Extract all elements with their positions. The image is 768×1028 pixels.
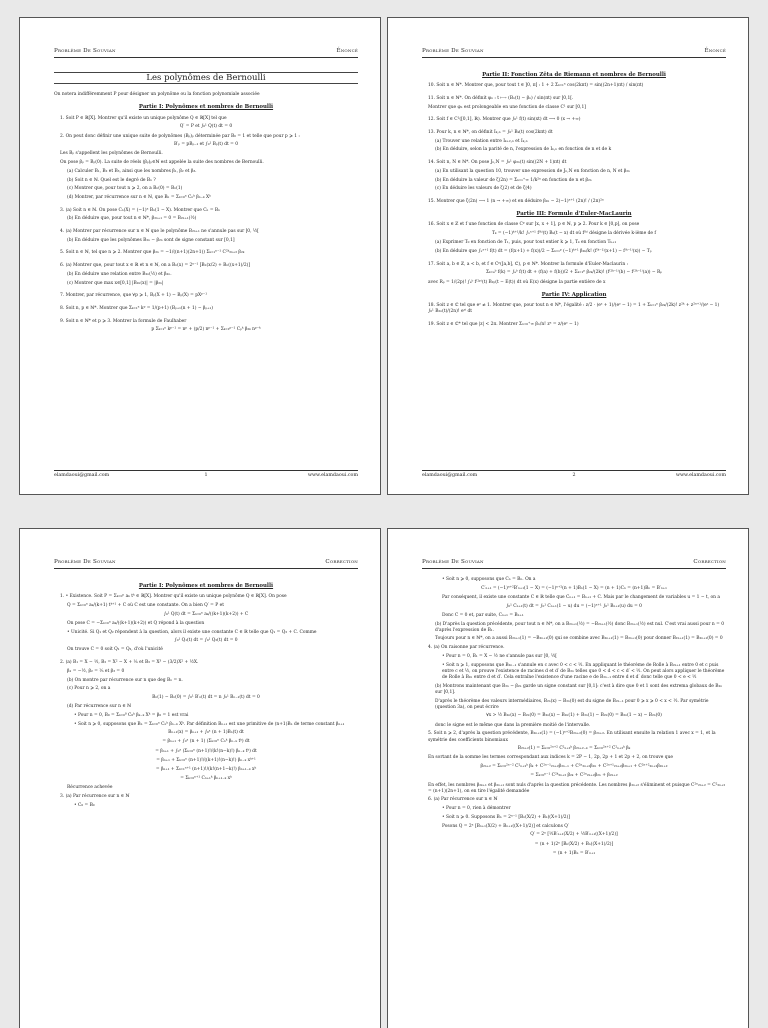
equation: ∫₀¹ Q(t) dt = Σₖ₌₀ⁿ aₖ/((k+1)(k+2)) + C [163,611,249,617]
section-heading: Partie II: Fonction Zêta de Riemann et nombres de Bernoulli [482,72,666,78]
section-heading: Partie IV: Application [541,291,607,298]
equation: Bₙ₊₁(x) = βₙ₊₁ + ∫₀ˣ (n + 1)Bₙ(t) dt [168,730,244,736]
equation: ∫₀¹ Cₙ₊₁(t) dt = ∫₀¹ Cₙ₊₁(1 − u) du = (−1)ⁿ⁺¹ ∫₀¹ Bₙ₊₁(u) du = 0 [506,603,642,609]
section-heading: Partie I: Polynômes et nombres de Bernoulli [138,104,274,111]
sub-question: (a) Exprimer T₀ en fonction de T₁, puis, pour tout entier k ⩾ 1, Tₖ en fonction Tₖ₊₁ [435,240,617,246]
header-right: Correction [693,559,726,565]
header-rule [54,57,358,58]
equation: Tₖ = (−1)ᵏ⁺¹/k! ∫ₓˣ⁺¹ f⁽ᵏ⁾(t) Bₖ(t − x) dt où f⁽ᵏ⁾ désigne la dérivée k-ième de f [491,231,657,237]
question-2: 2. On peut donc définir une unique suite de polynômes (Bₚ)ₚ déterminée par B₀ = 1 et telle que pour p ⩾ 1 : [60,133,300,139]
sub-question: (b) En déduire, selon la parité de n, l'expression de Iₖ,ₙ en fonction de n et de k [435,147,612,153]
paragraph: Montrer que φₙ est prolongeable en une fonction de classe C¹ sur [0,1] [428,104,586,110]
question-5: 5. Soit n ∈ ℕ, tel que n ⩾ 2. Montrer que β₂ₙ = −1/((n+1)(2n+1)) Σₖ₌₁ⁿ⁻¹ C²ᵏ₂ₙ₊₂ β₂ₖ [60,250,245,256]
paragraph: Les Bₚ s'appellent les polynômes de Bernoulli. [60,151,163,157]
header-right: Correction [325,559,358,565]
sub-question: (c) En déduire les valeurs de ζ(2) et de ζ(4) [435,186,532,192]
question-14: 14. Soit n, N ∈ ℕ*. On pose Jₙ,N = ∫₀¹ φ₂ₙ(t) sin((2N + 1)πt) dt [428,160,567,166]
equation: Bₙ(1) − Bₙ(0) = ∫₀¹ B′ₙ(t) dt = n ∫₀¹ Bₙ₋₁(t) dt = 0 [152,694,260,700]
paragraph: D'après le théorème des valeurs intermédiaires, B₂ₙ(x) − B₂ₙ(0) est du signe de B₂ₙ₋₁ pour 0 ⩾ x ⩾ 0 < x < ½. Par symétrie (question 3a), on peut écrire [435,698,709,710]
paragraph: Toujours pour n ∈ ℕ*, on a aussi B₂ₙ₊₁(1) = −B₂ₙ₊₁(0) qui se combine avec B₂ₙ₊₁(1) = B₂ₙ₊₁(0) pour donner B₂ₙ₊₁(1) = B₂ₙ₊₁(0) = 0 [435,636,723,642]
question-15: 15. Montrer que ζ(2n) ⟶ 1 (n → +∞) et en déduire β₂ₙ ∼ 2(−1)ⁿ⁺¹ (2n)! / (2π)²ⁿ [428,198,604,204]
sub-question: (c) Montrer que, pour tout n ⩾ 2, on a Bₙ(0) = Bₙ(1) [67,186,183,192]
equation: Q′ = 2ⁿ [½B′ₙ₊₁(X/2) + ½B′ₙ₊₁((X+1)/2)] [530,832,618,838]
footer-rule [422,470,726,471]
sub-question: (a) Trouver une relation entre Iₖ₊₂,ₙ et Iₖ,ₙ [435,138,528,144]
paragraph: • Unicité. Si Q₁ et Q₂ répondent à la question, alors il existe une constante C ∈ ℝ telle que Q₁ = Q₂ + C. Comme [67,629,317,635]
paragraph: • Pour n = 0, B₁ = X − ½ ne s'annule pas sur ]0, ½[ [442,653,558,659]
paragraph: (c) Pour n ⩾ 2, on a [67,686,111,692]
paragraph: En sortant de la somme les termes correspondant aux indices k = 2P − 1, 2p, 2p + 1 et 2p + 2, on trouve que [428,755,673,761]
answer-4: 4. (a) On raisonne par récurrence. [428,645,505,651]
paragraph: Par conséquent, il existe une constante C ∈ ℝ telle que Cₙ₊₁ = Bₙ₊₁ + C. Mais par le changement de variables u = 1 − t, on a [442,594,720,600]
equation: ∫₀¹ Q₁(t) dt = ∫₀¹ Q₂(t) dt = 0 [174,638,238,644]
header-left: Problème De Souvian [54,559,116,565]
header-left: Problème De Souvian [54,48,116,54]
sub-question: (a) En utilisant la question 10, trouver une expression de Jₙ,N en fonction de n, N et β₂ₙ [435,168,630,174]
paragraph: • Pour n = 0, rien à démontrer [442,806,511,812]
footer-rule [54,470,358,471]
answer-1: 1. • Existence. Soit P = Σₖ₌₀ⁿ aₖ tᵏ ∈ ℝ[X]. Montrer qu'il existe un unique polynôme Q ∈ ℝ[X]. On pose [60,594,287,600]
page-body [54,66,358,337]
question-11: 11. Soit n ∈ ℕ*. On définit φₙ : t ⟼ (Bₙ(t) − βₙ) / sin(πt) sur ]0,1[. [428,95,574,101]
paragraph: On pose C = −Σₖ₌₀ⁿ aₖ/((k+1)(k+2)) et Q répond à la question [67,620,205,626]
question-9: 9. Soit n ∈ ℕ* et p ⩾ 3. Montrer la formule de Faulhaber [60,318,187,324]
paragraph: Posons Q = 2ⁿ [Bₙ₊₁(X/2) + Bₙ₊₁((X+1)/2)] et calculons Q′ [442,823,569,829]
intro-text: On notera indifféremment P pour désigner un polynôme ou la fonction polynomiale associée [54,92,260,98]
paragraph: On pose βₚ = Bₚ(0). La suite de réels (βₚ)ₚ∈ℕ est appelée la suite des nombres de Bernoulli. [60,160,264,166]
question-16: 16. Soit x ∈ ℤ et f une fonction de classe Cᵖ sur [x, x + 1], p ∈ ℕ, p ⩾ 2. Pour k ∈ [0,p], on pose [428,222,640,228]
paragraph: (b) On montre par récurrence sur n que deg Bₙ = n. [67,677,183,683]
page-header [54,48,358,58]
paragraph: (b) D'après la question précédente, pour tout n ∈ ℕ*, on a B₂ₙ₊₁(½) = −B₂ₙ₊₁(½) donc B₂ₙ₊₁(½) est nul. C'est vrai aussi pour n = 0 d'après l'expression de B₁. [435,621,725,633]
equation: β₂ₙ₊₂ = Σₖ₌₀²ⁿ⁻² C²ₙ₊₂ᵏ βₖ + C²ⁿ⁻¹₂ₙ₊₂β₂ₙ₋₁ + C²ⁿ₂ₙ₊₂β₂ₙ + C²ⁿ⁺¹₂ₙ₊₂β₂ₙ₊₁ + C²ⁿ⁺²₂ₙ₊₂β₂ₙ₊₂ [480,764,668,770]
page-2 [387,17,749,495]
document-title: Les polynômes de Bernoulli [54,72,358,84]
paragraph: avec Rₚ = 1/(2p)! ∫ₐᵇ f⁽²ᵖ⁾(t) B₂ₚ(t − E(t)) dt où E(x) désigne la partie entière de x [428,279,606,285]
paragraph: On trouve C = 0 soit Q₁ = Q₂, d'où l'unicité [67,647,163,653]
page-header [422,48,726,58]
header-rule [422,568,726,569]
equation: = Σₖ₌₀ⁿ⁻¹ C²ᵏ₂ₙ₊₂ β₂ₖ + C²ⁿ₂ₙ₊₂β₂ₙ + β₂ₙ₊₂ [530,773,618,779]
equation: = (n + 1)Bₙ = B′ₙ₊₁ [552,850,596,856]
page-footer [54,470,358,480]
paragraph: (b) Montrons maintenant que B₂ₙ − β₂ₙ garde un signe constant sur [0,1]: c'est à dire que 0 et 1 sont des extrema globaux de B₂ₙ sur [0,1]. [435,683,723,695]
question-17: 17. Soit a, b ∈ ℤ, a < b, et f ∈ Cᵖ([a,b], ℂ), p ∈ ℕ*. Montrer la formule d'Euler-Maclaurin : [428,261,629,267]
paragraph: • C₀ = B₀ [74,802,95,808]
sub-question: (b) En déduire la valeur de ζ(2n) = Σₖ₌₁⁺∞ 1/k²ⁿ en fonction de n et β₂ₙ [435,177,592,183]
page-header [54,559,358,569]
answer-2: 2. (a) B₁ = X − ½, B₂ = X² − X + ⅙ et B₃ = X³ − (3/2)X² + ½X. [60,660,199,666]
paragraph: • Soit n ⩾ 0, supposons que Cₙ = Bₙ. On a [442,577,536,582]
paragraph: Donc C = 0 et, par suite, Cₙ₊₁ = Bₙ₊₁ [442,612,524,618]
equation: ∀x > ½ B₂ₙ(x) − B₂ₙ(0) = B₂ₙ(x) − B₂ₙ(1) + B₂ₙ(1) − B₂ₙ(0) = B₂ₙ(1 − x) − B₂ₙ(0) [486,713,662,719]
page-body [422,66,726,331]
question-18: 18. Soit z ∈ ℂ tel que eᶻ ≠ 1. Montrer que, pour tout n ∈ ℕ*, l'égalité : z/2 · (eᶻ + 1)/(eᶻ − 1) = 1 + Σₖ₌₁ⁿ β₂ₖ/(2k)! z²ᵏ + z²ⁿ⁺¹/(eᶻ − 1) ∫₀¹ B₂ₙ(t)/(2n)! eᶻᵗ dt [428,302,720,315]
footer-website: www.elamdaoui.com [307,473,358,478]
equation: B′ₚ = pBₚ₋₁ et ∫₀¹ Bₚ(t) dt = 0 [173,142,239,148]
equation: = βₙ₊₁ + ∫₀ˣ (Σₖ₌₀ⁿ (n+1)!/(k!(n−k)!) βₙ₋ₖ tᵏ) dt [155,748,257,754]
answer-6: 6. (a) Par récurrence sur n ∈ ℕ [428,797,498,803]
paragraph: β₁ = −½, β₂ = ⅙ et β₃ = 0 [67,668,125,674]
section-heading: Partie III: Formule d'Euler-MacLaurin [516,211,632,218]
paragraph: donc le signe est le même que dans la première moitié de l'intervalle. [435,722,591,728]
header-rule [422,57,726,58]
paragraph: • Soit n ⩾ 0. Supposons Bₙ = 2ⁿ⁻¹ [Bₙ(X/2) + Bₙ((X+1)/2)] [442,814,571,820]
equation: = Σₖ₌₀ⁿ⁺¹ Cₙ₊₁ᵏ βₙ₊₁₋ₖ xᵏ [180,776,232,782]
sub-question: (b) En déduire une relation entre B₂ₙ(½) et β₂ₙ. [67,271,172,277]
equation: = βₙ₊₁ + Σₖ₌₀ⁿ (n+1)!/((k+1)!(n−k)!) βₙ₋ₖ xᵏ⁺¹ [156,757,256,763]
equation: C′ₙ₊₁ = (−1)ⁿ⁺²B′ₙ₊₁(1 − X) = (−1)ⁿ⁺²(n + 1)Bₙ(1 − X) = (n + 1)Cₙ = (n+1)Bₙ = B′ₙ₊₁ [481,585,667,591]
sub-question: (b) Soit n ∈ ℕ. Quel est le degré de Bₙ ? [67,177,156,183]
equation: = (n + 1)2ⁿ [Bₙ(X/2) + Bₙ((X+1)/2)] [534,841,614,847]
question-10: 10. Soit n ∈ ℕ*. Montrer que, pour tout t ∈ ]0, π[ : 1 + 2 Σₖ₌₁ⁿ cos(2kπt) = sin((2n+1)πt) / sin(πt) [428,83,644,89]
section-heading: Partie I: Polynômes et nombres de Bernoulli [138,583,274,589]
equation: p Σₖ₌₁ⁿ kᵖ⁻¹ = nᵖ + (p/2) nᵖ⁻¹ + Σₖ₌₂ᵖ⁻¹ Cₚᵏ β₂ₖ nᵖ⁻ᵏ [151,327,261,333]
header-rule [54,568,358,569]
equation: = βₙ₊₁ + Σₖ₌₁ⁿ⁺¹ (n+1)!/(k!(n+1−k)!) βₙ₊₁₋ₖ xᵏ [155,767,257,773]
question-13: 13. Pour k, n ∈ ℕ*, on définit Iₖ,ₙ = ∫₀¹ Bₖ(t) cos(2kπt) dt [428,130,553,136]
question-12: 12. Soit f ∈ C¹([0,1], ℝ). Montrer que ∫₀¹ f(t) sin(xt) dt ⟶ 0 (x → +∞) [428,117,581,123]
footer-email: elamdaoui@gmail.com [422,473,478,478]
sub-question: (b) En déduire que, pour tout n ∈ ℕ*, β₂ₙ₊₁ = 0 = B₂ₙ₊₁(½) [67,216,197,222]
paragraph: (d) Par récurrence sur n ∈ ℕ [67,704,132,710]
question-1: 1. Soit P ∈ ℝ[X]. Montrer qu'il existe un unique polynôme Q ∈ ℝ[X] tel que [60,115,227,121]
sub-question: (a) Calculer B₁, B₂ et B₃, ainsi que les nombres β₁, β₂ et β₃. [67,168,197,174]
question-4: 4. (a) Montrer par récurrence sur n ∈ ℕ que le polynôme B₂ₙ₊₁ ne s'annule pas sur ]0, ½[ [60,229,259,235]
page-number: 2 [572,473,576,478]
page-1 [19,17,381,495]
page-4 [387,528,749,1028]
page-number: 1 [204,473,208,478]
question-8: 8. Soit n, p ∈ ℕ*. Montrer que Σₖ₌₁ⁿ kᵖ = 1/(p+1) (Bₚ₊₁(n + 1) − βₚ₊₁) [60,305,214,311]
equation: Q′ = P et ∫₀¹ Q(t) dt = 0 [179,124,233,130]
question-19: 19. Soit z ∈ ℂ* tel que |z| < 2π. Montrer Σₙ₌₀⁺∞ βₙ/n! zⁿ = z/(eᶻ − 1) [428,321,579,327]
header-right: Énoncé [704,48,726,54]
question-7: 7. Montrer, par récurrence, que ∀p ⩾ 1, Bₚ(X + 1) − Bₚ(X) = pXᵖ⁻¹ [60,293,207,299]
footer-website: www.elamdaoui.com [675,473,726,478]
answer-3: 3. (a) Par récurrence sur n ∈ ℕ [60,794,130,800]
page-body [54,577,358,812]
equation: Σₖ₌ₐᵇ f(k) = ∫ₐᵇ f(t) dt + (f(a) + f(b))/2 + Σₖ₌₁ᵖ β₂ₖ/(2k)! (f⁽²ᵏ⁻¹⁾(b) − f⁽²ᵏ⁻¹⁾(a)) − Rₚ [485,270,663,276]
paragraph: • Soit n ⩾ 1, supposons que B₂ₙ₋₁ s'annule en c avec 0 < c < ½. En appliquant le théorème de Rolle à B₂ₙ₊₁ entre 0 et c puis entre c et ½, on prouve l'existence de racines d et d′ de B₂ₙ telles que 0 < d < c < d′ < ½. On peut alors appliquer le théorème de Rolle à B₂ₙ entre d et d′. Cela entraîne l'existence d'une racine e de B₂ₙ₋₁ entre d et d′ donc telle que 0 < e < ½ [442,662,725,680]
header-left: Problème De Souvian [422,559,484,565]
question-3: 3. (a) Soit n ∈ ℕ. On pose Cₙ(X) = (−1)ⁿ Bₙ(1 − X). Montrer que Cₙ = Bₙ [60,207,221,213]
page-3 [19,528,381,1028]
paragraph: • Pour n = 0, B₀ = Σₖ₌₀⁰ C₀ᵏ βₖ₋ₖ Xᵏ = β₀ = 1 est vrai [74,712,189,718]
equation: B₂ₙ₊₂(1) = Σₖ₌₀²ⁿ⁺² C²ₙ₊₂ᵏ β₂ₙ₊₂₋ₖ = Σₖ₌₀²ⁿ⁺² C²ₙ₊₂ᵏ βₖ [517,746,631,752]
question-6: 6. (a) Montrer que, pour tout x ∈ ℝ et n ∈ ℕ, on a Bₙ(x) = 2ⁿ⁻¹ [Bₙ(x/2) + Bₙ((x+1)/2)] [60,263,251,269]
sub-question: (b) En déduire que les polynômes B₂ₙ − β₂ₙ sont de signe constant sur [0,1] [67,237,235,243]
header-left: Problème De Souvian [422,48,484,54]
paragraph: • Soit n ⩾ 0, supposons que Bₙ = Σₖ₌₀ⁿ Cₙᵏ βₙ₋ₖ Xᵏ. Par définition Bₙ₊₁ est une primitive de (n+1)Bₙ de terme constant βₙ₊₁ [74,721,345,727]
sub-question: (c) Montrer que max x∈[0,1] |B₂ₙ(x)| = |β₂ₙ| [67,280,164,286]
sub-question: (b) En déduire que ∫ₓˣ⁺¹ f(t) dt = (f(x+1) + f(x))/2 − Σₖ₌₁ᵖ (−1)ᵏ⁺¹ β₂ₖ/k! (f⁽ᵏ⁻¹⁾(x+1) − f⁽ᵏ⁻¹⁾(x)) − Tₚ [435,248,652,254]
sub-question: (d) Montrer, par récurrence sur n ∈ ℕ, que Bₙ = Σₖ₌₀ⁿ Cₙᵏ βₙ₋ₖ Xᵏ [67,194,211,200]
paragraph: Q = Σₖ₌₀ⁿ aₖ/(k+1) tᵏ⁺¹ + C où C est une constante. On a bien Q′ = P et [67,602,224,608]
footer-email: elamdaoui@gmail.com [54,473,110,478]
page-footer [422,470,726,480]
page-body [422,577,726,860]
answer-5: 5. Soit n ⩾ 2, d'après la question précédente, B₂ₙ₊₂(1) = (−1)ⁿ⁺²B₂ₙ₊₂(0) = β₂ₙ₊₂. En utilisant ensuite la relation 1 avec x = 1, et la symétrie des coefficients binomiaux [428,731,716,743]
page-header [422,559,726,569]
paragraph: En effet, les nombres β₂ₖ₊₁ et β₂ₙ₊₁ sont nuls d'après la question précédente. Les nombres β₂ₙ₊₂ s'éliminent et puisque C²ⁿ₂ₙ₊₂ = C²₂ₙ₊₂ = (n+1)(2n+1), on en tire l'égalité demandée [428,782,726,794]
paragraph: Récurrence achevée [67,785,113,791]
equation: = βₙ₊₁ + ∫₀ˣ (n + 1) (Σₖ₌₀ⁿ Cₙᵏ βₙ₋ₖ tᵏ) dt [162,739,250,745]
header-right: Énoncé [336,48,358,54]
